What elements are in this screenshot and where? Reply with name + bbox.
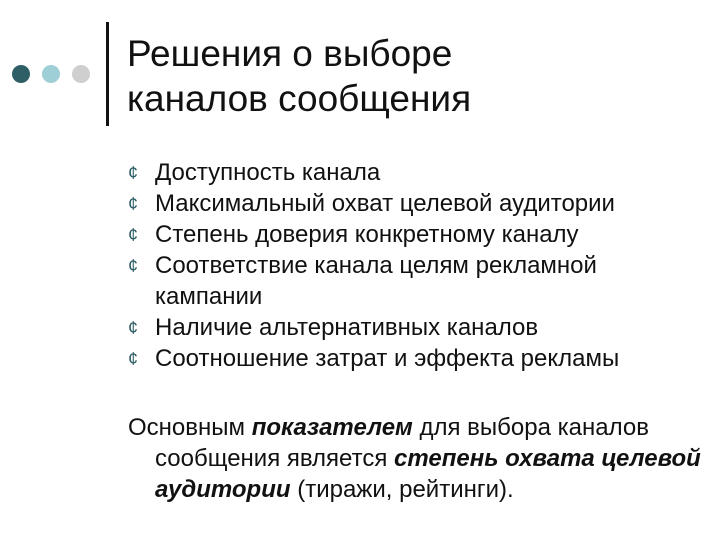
bullet-text: Соответствие канала целям рекламной кампании (155, 252, 597, 310)
bullet-list (128, 157, 688, 374)
bullet-item (128, 157, 688, 188)
dark-dot-icon (12, 65, 30, 83)
circle-bullet-icon: ¢ (128, 349, 139, 369)
summary-emphasis-indicator: показателем (251, 414, 413, 441)
bullet-item (128, 312, 688, 343)
gray-dot-icon (72, 65, 90, 83)
bullet-text: Соотношение затрат и эффекта рекламы (155, 345, 620, 372)
decorative-dots (12, 65, 102, 83)
light-blue-dot-icon (42, 65, 60, 83)
summary-text-3: (тиражи, рейтинги). (290, 476, 514, 503)
bullet-item (128, 188, 688, 219)
bullet-text: Степень доверия конкретному каналу (155, 221, 579, 248)
summary-emphasis-coverage: степень охвата целевой аудитории (155, 445, 701, 503)
circle-bullet-icon: ¢ (128, 256, 139, 276)
circle-bullet-icon: ¢ (128, 163, 139, 183)
slide-title (127, 31, 687, 121)
title-line-1: Решения о выборе (127, 33, 453, 74)
summary-text-2: для выбора каналов сообщения является (155, 414, 649, 472)
bullet-text: Наличие альтернативных каналов (155, 314, 539, 341)
bullet-text: Максимальный охват целевой аудитории (155, 190, 615, 217)
bullet-item (128, 219, 688, 250)
circle-bullet-icon: ¢ (128, 194, 139, 214)
title-line-2: каналов сообщения (127, 78, 472, 119)
bullet-item (128, 250, 688, 312)
summary-paragraph (128, 412, 715, 505)
summary-text-1: Основным (128, 414, 252, 441)
bullet-item (128, 343, 688, 374)
title-divider (106, 22, 109, 126)
circle-bullet-icon: ¢ (128, 318, 139, 338)
bullet-text: Доступность канала (155, 159, 381, 186)
circle-bullet-icon: ¢ (128, 225, 139, 245)
